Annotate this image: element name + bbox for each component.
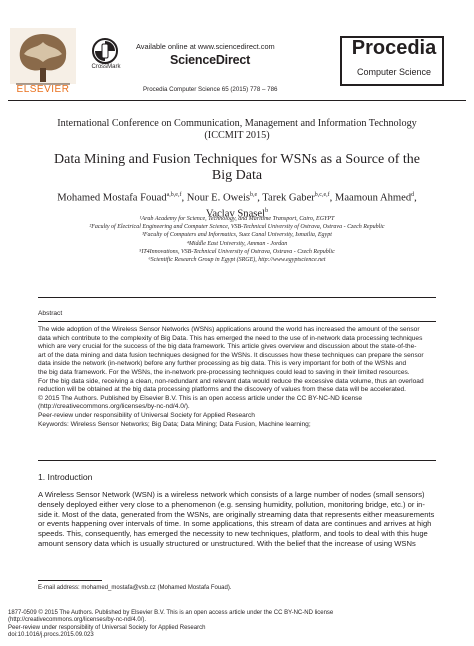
- crossmark-icon[interactable]: [92, 38, 118, 64]
- abstract-top-divider: [38, 297, 436, 298]
- title-line: Data Mining and Fusion Techniques for WSNs as a Source of the: [54, 152, 420, 167]
- conference-name: [0, 118, 474, 142]
- author-name: , Tarek Gaber: [257, 192, 315, 204]
- author-affil-marker: d: [411, 192, 415, 198]
- title-line: Big Data: [211, 168, 263, 183]
- author-separator: ,: [414, 192, 417, 204]
- introduction-body: [38, 490, 436, 549]
- author-name: Mohamed Mostafa Fouad: [57, 192, 167, 204]
- affiliation-line: ¹Arab Academy for Science, Technology, and Maritime Transport, Cairo, EGYPT: [139, 216, 335, 222]
- footer-license-link[interactable]: (http://creativecommons.org/licenses/by-nc-nd/4.0/).: [8, 617, 147, 624]
- available-online-text[interactable]: Available online at www.sciencedirect.com: [136, 42, 275, 51]
- intro-line: speeds. This, consequently, has emerged the necessity to new techniques, platform, and tools to deal with this huge: [38, 529, 428, 539]
- author-affil-marker: b: [265, 207, 269, 214]
- abstract-line: data which contribute to the complexity of Big Data. This has emerged the need to the use of in-network data processing techniques: [38, 334, 423, 342]
- crossmark-label: CrossMark: [91, 64, 121, 70]
- abstract-body: [38, 326, 438, 429]
- abstract-line: reduction will be obtained at the big data processing platforms and the discovery of values from these data will be accelerated.: [38, 386, 406, 394]
- abstract-heading: Abstract: [38, 310, 63, 317]
- affiliation-line: ⁴Middle East University, Amman - Jordan: [186, 240, 288, 247]
- affiliation-line[interactable]: ⁶Scientific Research Group in Egypt (SRGE), http://www.egyptscience.net: [148, 257, 326, 264]
- footer-peer-review: Peer-review under responsibility of Universal Society for Applied Research: [8, 624, 206, 631]
- elsevier-wordmark: ELSEVIER: [16, 84, 70, 95]
- affiliation-line: ³Faculty of Computers and Informatics, Suez Canal University, Ismailia, Egypt: [142, 232, 332, 239]
- corresponding-email: E-mail address: mohamed_mostafa@vsb.cz (Mohamed Mostafa Fouad).: [38, 585, 232, 591]
- abstract-copyright: © 2015 The Authors. Published by Elsevier B.V. This is an open access article under the CC BY-NC-ND license: [38, 394, 363, 402]
- intro-line: densely deployed either very close to a phenomenon (e.g. sensing humidity, pollution, monitoring bridge, etc.) or in-: [38, 499, 425, 509]
- abstract-heading-divider: [38, 321, 436, 322]
- intro-line: amount sensory data which is usually structured or unstructured. With the belief that the increase of using WSNs: [38, 538, 416, 548]
- footer-doi[interactable]: doi:10.1016/j.procs.2015.09.023: [8, 632, 94, 639]
- page-footer: [8, 610, 466, 640]
- affiliations: [0, 215, 474, 264]
- intro-line: A Wireless Sensor Network (WSN) is a wireless network which consists of a large number of nodes (small sensors): [38, 490, 425, 499]
- author-affil-marker: b,c,e,f: [314, 192, 330, 198]
- abstract-line: the big data framework. For the WSNs, the in-network pre-processing techniques could lead to saving in their limited resources.: [38, 368, 410, 376]
- author-name: , Maamoun Ahmed: [329, 192, 412, 204]
- footnote-divider: [38, 580, 102, 581]
- peer-review-note: Peer-review under responsibility of Universal Society for Applied Research: [38, 411, 255, 419]
- footer-copyright: 1877-0509 © 2015 The Authors. Published by Elsevier B.V. This is an open access article under the CC BY-NC-ND license: [8, 610, 334, 616]
- conference-line: (ICCMIT 2015): [204, 130, 270, 141]
- affiliation-line: ⁵IT4Innovations, VSB-Technical University of Ostrava, Ostrava - Czech Republic: [139, 248, 335, 255]
- paper-title: [0, 152, 474, 184]
- header-divider: [8, 100, 466, 101]
- intro-line: or events happening over intervals of time. In some applications, this stream of data are continues and arrives at high: [38, 519, 432, 529]
- procedia-title: Procedia: [351, 37, 437, 59]
- abstract-line: which are very crucial for the success of the big data framework. This article gives overview and discussion about the state-of-the-: [38, 343, 417, 351]
- affiliation-line: ²Faculty of Electrical Engineering and Computer Science, VSB-Technical University of Ostrava, Ostrava - Czech Republic: [89, 224, 385, 231]
- sciencedirect-wordmark: ScienceDirect: [170, 53, 251, 67]
- license-link[interactable]: (http://creativecommons.org/licenses/by-nc-nd/4.0/).: [38, 403, 190, 411]
- journal-citation: Procedia Computer Science 65 (2015) 778 – 786: [143, 86, 278, 93]
- conference-line: International Conference on Communication, Management and Information Technology: [57, 118, 417, 129]
- abstract-line: The wide adoption of the Wireless Sensor Networks (WSNs) applications around the world has increased the amount of the sensor: [38, 326, 420, 333]
- author-affil-marker: a,b,e,f: [166, 192, 182, 198]
- author-name: Vaclav Snasel: [205, 208, 266, 220]
- keywords: Keywords: Wireless Sensor Networks; Big Data; Data Mining; Data Fusion, Machine learning;: [38, 420, 311, 428]
- intro-line: side it. Most of the data, generated from the WSNs, are originally streaming data that represents either measurements: [38, 509, 435, 519]
- abstract-bottom-divider: [38, 460, 436, 461]
- author-name: , Nour E. Oweis: [181, 192, 251, 204]
- author-affil-marker: b,e: [250, 192, 258, 198]
- abstract-line: art of the data mining and data fusion techniques designed for the WSNs. It discusses how these techniques can prepare the sensor: [38, 351, 424, 359]
- introduction-heading: 1. Introduction: [38, 472, 93, 482]
- procedia-subtitle: Computer Science: [356, 67, 432, 77]
- abstract-line: data inside the network (in-network) before any further processing as big data. This is very important for both of the WSNs and: [38, 360, 407, 368]
- abstract-line: For the big data side, receiving a clean, non-redundant and relevant data would reduce the excessive data volume, thus an overload: [38, 377, 424, 385]
